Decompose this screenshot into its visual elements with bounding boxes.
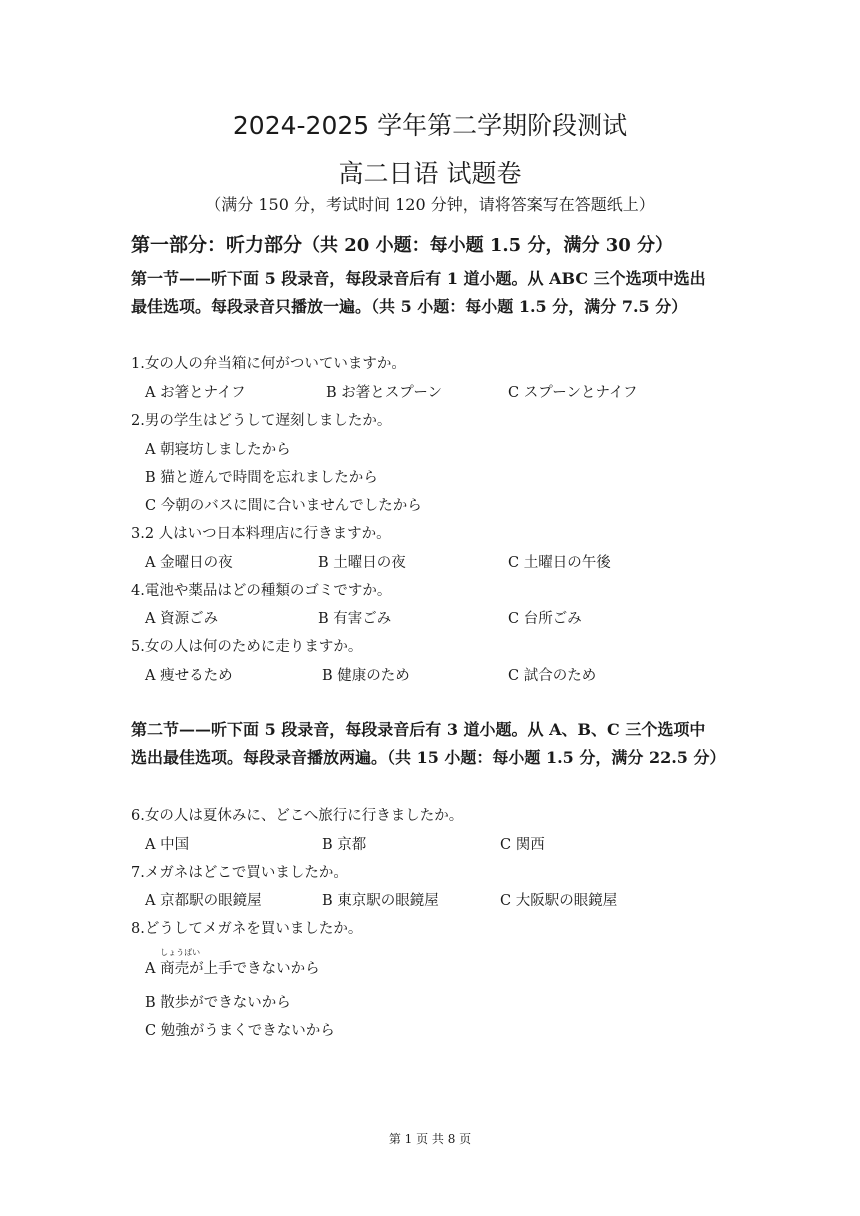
q2-option-b: B 猫と遊んで時間を忘れましたから	[145, 470, 378, 486]
section2-line1: 第二节——听下面 5 段录音，每段录音后有 3 道小题。从 A、B、C 三个选项中	[131, 720, 706, 739]
q1-option-b: B お箸とスプーン	[326, 385, 443, 401]
page-footer: 第 1 页 共 8 页	[388, 1132, 472, 1146]
q4-option-c: C 台所ごみ	[508, 611, 582, 627]
question-1: 1.女の人の弁当箱に何がついていますか。	[131, 356, 406, 372]
section1-line1: 第一节——听下面 5 段录音，每段录音后有 1 道小题。从 ABC 三个选项中选出	[131, 269, 706, 288]
q1-option-c: C スプーンとナイフ	[508, 385, 638, 401]
q8-option-a-prefix: A	[145, 961, 161, 977]
section2-line2: 选出最佳选项。每段录音播放两遍。（共 15 小题：每小题 1.5 分，满分 22.5 分）	[131, 748, 726, 767]
question-7: 7.メガネはどこで買いましたか。	[131, 865, 348, 881]
q3-option-a: A 金曜日の夜	[145, 555, 233, 571]
q5-option-a: A 痩せるため	[145, 668, 233, 684]
q8-ruby-word	[160, 948, 201, 978]
q8-option-c: C 勉強がうまくできないから	[145, 1023, 335, 1039]
q4-option-a: A 資源ごみ	[145, 611, 219, 627]
q2-option-a: A 朝寝坊しましたから	[145, 442, 291, 458]
section1-line2: 最佳选项。每段录音只播放一遍。（共 5 小题：每小题 1.5 分，满分 7.5 分）	[131, 297, 688, 316]
q4-option-b: B 有害ごみ	[318, 611, 392, 627]
section2-instructions	[131, 716, 726, 772]
part1-heading	[131, 230, 673, 257]
q8-option-a	[145, 948, 320, 978]
exam-note: （满分 150 分，考试时间 120 分钟，请将答案写在答题纸上）	[205, 195, 655, 214]
q2-option-c: C 今朝のバスに間に合いませんでしたから	[145, 498, 422, 514]
q1-option-a: A お箸とナイフ	[145, 385, 246, 401]
q8-kanji: 商売	[160, 961, 190, 977]
q7-option-c: C 大阪駅の眼鏡屋	[500, 893, 618, 909]
question-2: 2.男の学生はどうして遅刻しましたか。	[131, 413, 392, 429]
question-6: 6.女の人は夏休みに、どこへ旅行に行きましたか。	[131, 808, 464, 824]
question-4: 4.電池や薬品はどの種類のゴミですか。	[131, 583, 392, 599]
q8-option-b: B 散歩ができないから	[145, 995, 291, 1011]
q6-option-a: A 中国	[145, 837, 190, 853]
section1-instructions	[131, 265, 706, 321]
question-5: 5.女の人は何のために走りますか。	[131, 639, 363, 655]
q7-option-a: A 京都駅の眼鏡屋	[145, 893, 262, 909]
exam-title: 2024-2025 学年第二学期阶段测试	[232, 111, 628, 140]
q6-option-c: C 関西	[500, 837, 545, 853]
q5-option-c: C 試合のため	[508, 668, 597, 684]
part1-heading-main: 第一部分：听力部分	[131, 234, 303, 256]
question-8: 8.どうしてメガネを買いましたか。	[131, 921, 363, 937]
question-3: 3.2 人はいつ日本料理店に行きますか。	[131, 526, 391, 542]
exam-subtitle: 高二日语 试题卷	[338, 159, 522, 188]
q8-option-a-rest: が上手できないから	[189, 961, 320, 977]
part1-heading-detail: （共 20 小题：每小题 1.5 分，满分 30 分）	[302, 235, 674, 256]
q5-option-b: B 健康のため	[322, 668, 410, 684]
q3-option-c: C 土曜日の午後	[508, 555, 611, 571]
q6-option-b: B 京都	[322, 837, 367, 853]
q7-option-b: B 東京駅の眼鏡屋	[322, 893, 439, 909]
q3-option-b: B 土曜日の夜	[318, 555, 406, 571]
q8-furigana: しょうばい	[160, 948, 201, 957]
